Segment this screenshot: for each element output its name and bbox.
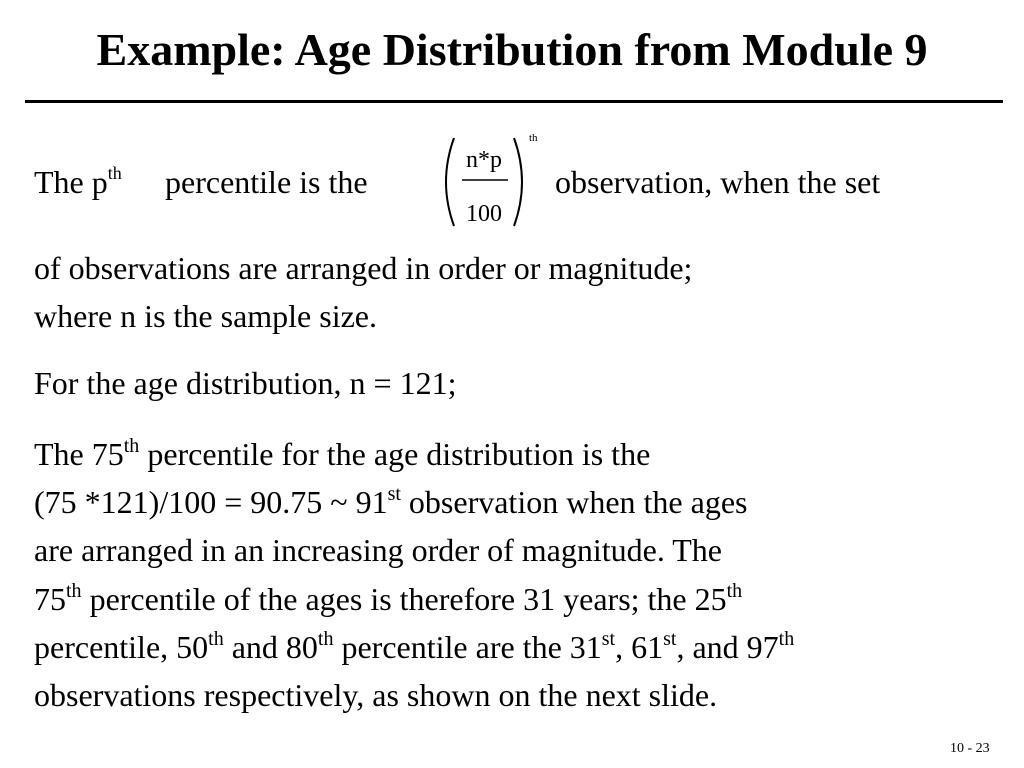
explanation-text: and 80 [223, 629, 318, 665]
explanation-text: , 61 [615, 629, 664, 665]
explanation-line-4 [34, 579, 742, 624]
slide-number: 10 - 23 [950, 741, 990, 756]
explanation-text: (75 *121)/100 = 90.75 ~ 91 [34, 484, 388, 520]
explanation-line-6: observations respectively, as shown on the next slide. [34, 677, 718, 713]
sample-size-line: For the age distribution, n = 121; [34, 365, 457, 401]
superscript: th [123, 435, 140, 457]
slide-title: Example: Age Distribution from Module 9 [96, 24, 928, 75]
explanation-text: The 75 [34, 436, 124, 472]
explanation-line-2 [34, 482, 747, 527]
superscript: st [663, 628, 677, 650]
superscript: st [387, 483, 401, 505]
superscript: th [778, 628, 795, 650]
definition-text-percentile: percentile is the [165, 164, 368, 200]
explanation-line-5 [34, 627, 794, 672]
explanation-text: percentile are the 31 [333, 629, 602, 665]
explanation-line-1 [34, 434, 650, 479]
superscript: th [726, 580, 743, 602]
definition-text-observation: observation, when the set [555, 164, 881, 200]
title-divider [25, 100, 1003, 103]
explanation-text: percentile of the ages is therefore 31 years; the 25 [81, 581, 727, 617]
superscript: th [66, 580, 82, 602]
superscript: th [208, 628, 224, 650]
explanation-line-3: are arranged in an increasing order of magnitude. The [34, 532, 722, 568]
formula-superscript: th [529, 132, 538, 144]
definition-line-1-start [34, 162, 122, 207]
formula-denominator: 100 [466, 201, 502, 227]
definition-line-3: where n is the sample size. [34, 298, 377, 334]
explanation-text: percentile for the age distribution is the [139, 436, 651, 472]
formula-numerator: n*p [466, 147, 502, 173]
explanation-text: , and 97 [676, 629, 779, 665]
percentile-formula [440, 134, 536, 230]
superscript: st [601, 628, 616, 650]
definition-sup-th: th [107, 163, 122, 183]
explanation-text: observation when the ages [400, 484, 748, 520]
superscript: th [317, 628, 334, 650]
explanation-text: percentile, 50 [34, 629, 209, 665]
definition-text-p: The p [34, 164, 108, 200]
explanation-text: 75 [34, 581, 66, 617]
definition-line-2: of observations are arranged in order or magnitude; [34, 250, 693, 286]
